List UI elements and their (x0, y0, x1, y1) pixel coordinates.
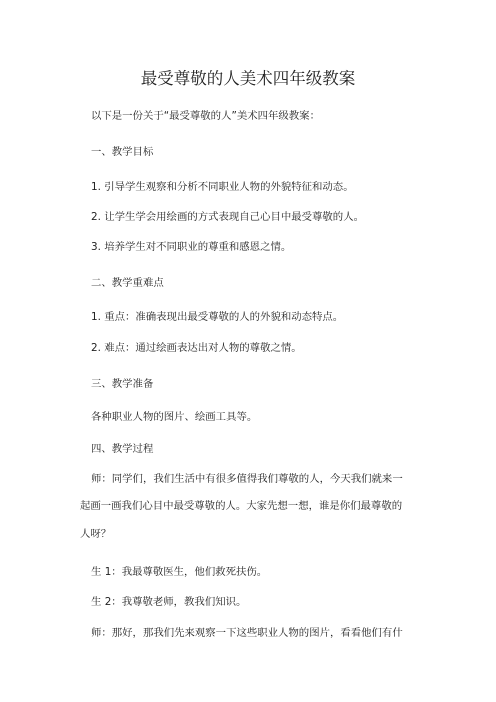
section3-heading: 三、教学准备 (91, 378, 154, 390)
section1-item: 1. 引导学生观察和分析不同职业人物的外貌特征和动态。 (91, 181, 354, 193)
intro-text: 以下是一份关于“最受尊敬的人”美术四年级教案： (91, 110, 320, 122)
teacher-dialogue: 师：那好，那我们先来观察一下这些职业人物的图片，看看他们有什 (91, 627, 403, 639)
section2-item: 2. 难点：通过绘画表达出对人物的尊敬之情。 (91, 342, 302, 354)
student-dialogue: 生 1：我最尊敬医生，他们救死扶伤。 (91, 566, 268, 578)
section2-item: 1. 重点：准确表现出最受尊敬的人的外貌和动态特点。 (91, 311, 344, 323)
student-dialogue: 生 2：我尊敬老师，教我们知识。 (91, 596, 247, 608)
section4-heading: 四、教学过程 (91, 443, 154, 455)
section3-text: 各种职业人物的图片、绘画工具等。 (91, 411, 258, 423)
section1-heading: 一、教学目标 (91, 146, 154, 158)
section2-heading: 二、教学重难点 (91, 277, 164, 289)
section1-item: 3. 培养学生对不同职业的尊重和感恩之情。 (91, 241, 292, 253)
document-title: 最受尊敬的人美术四年级教案 (140, 69, 356, 88)
section1-item: 2. 让学生学会用绘画的方式表现自己心目中最受尊敬的人。 (91, 211, 364, 223)
teacher-dialogue: 师：同学们，我们生活中有很多值得我们尊敬的人，今天我们就来一起画一画我们心目中最受尊敬的人。大家先想一想，谁是你们最尊敬的人呀？ (80, 473, 403, 540)
